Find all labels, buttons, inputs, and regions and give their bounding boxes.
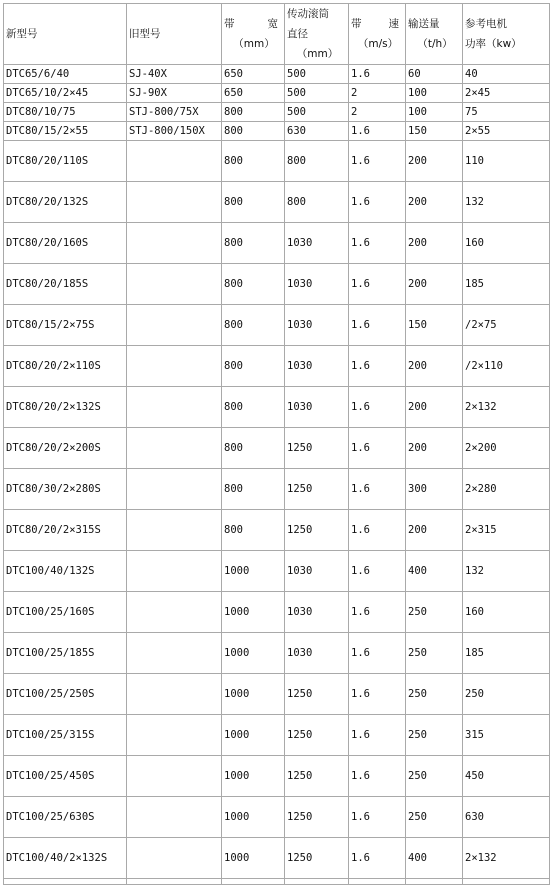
cell-belt-width: 800 [222,346,285,387]
cell-old-model [127,428,222,469]
table-row [4,346,550,387]
cell-drum-diameter: 1250 [285,674,349,715]
header-row [4,4,550,65]
cell-capacity: 150 [406,122,463,141]
cell-belt-width: 800 [222,103,285,122]
cell-old-model [127,715,222,756]
cell-capacity: 200 [406,428,463,469]
cell-belt-width: 1000 [222,797,285,838]
cell-old-model [127,305,222,346]
table-row [4,551,550,592]
cell-belt-speed: 1.6 [349,674,406,715]
cell-belt-width [222,879,285,885]
cell-capacity: 150 [406,305,463,346]
cell-old-model: STJ-800/75X [127,103,222,122]
cell-belt-width: 800 [222,469,285,510]
cell-new-model: DTC80/15/2×55 [4,122,127,141]
cell-drum-diameter: 1030 [285,551,349,592]
table-row [4,141,550,182]
table-row [4,103,550,122]
cell-belt-speed: 1.6 [349,264,406,305]
cell-old-model: SJ-40X [127,65,222,84]
cell-motor-power: 132 [463,182,550,223]
cell-new-model: DTC80/20/160S [4,223,127,264]
cell-motor-power: 160 [463,223,550,264]
cell-capacity: 250 [406,592,463,633]
cell-belt-width: 1000 [222,756,285,797]
cell-new-model: DTC100/25/315S [4,715,127,756]
cell-motor-power: 2×132 [463,387,550,428]
cell-capacity: 200 [406,264,463,305]
cell-new-model: DTC100/25/450S [4,756,127,797]
cell-belt-width: 800 [222,223,285,264]
cell-capacity: 60 [406,65,463,84]
cell-drum-diameter: 1250 [285,838,349,879]
cell-new-model [4,879,127,885]
cell-old-model [127,551,222,592]
cell-drum-diameter: 1250 [285,469,349,510]
cell-belt-width: 800 [222,428,285,469]
cell-motor-power: 450 [463,756,550,797]
cell-old-model [127,674,222,715]
cell-drum-diameter: 800 [285,182,349,223]
cell-belt-speed: 1.6 [349,223,406,264]
cell-drum-diameter: 1250 [285,715,349,756]
cell-belt-speed: 1.6 [349,592,406,633]
table-row [4,756,550,797]
cell-belt-speed: 2 [349,84,406,103]
cell-motor-power: 40 [463,65,550,84]
cell-capacity: 300 [406,469,463,510]
header-old-model: 旧型号 [127,4,222,65]
cell-drum-diameter: 1030 [285,346,349,387]
cell-drum-diameter: 1030 [285,387,349,428]
cell-motor-power: 110 [463,141,550,182]
cell-capacity: 200 [406,387,463,428]
table-row [4,797,550,838]
cell-belt-speed [349,879,406,885]
cell-new-model: DTC100/25/250S [4,674,127,715]
cell-belt-speed: 1.6 [349,551,406,592]
table-row [4,674,550,715]
cell-old-model [127,592,222,633]
header-capacity: 输送量 （t/h） [406,4,463,65]
cell-old-model [127,182,222,223]
cell-drum-diameter: 630 [285,122,349,141]
cell-belt-speed: 1.6 [349,65,406,84]
table-row [4,182,550,223]
table-row [4,65,550,84]
cell-belt-width: 650 [222,84,285,103]
cell-new-model: DTC80/10/75 [4,103,127,122]
cell-capacity: 200 [406,141,463,182]
table-row [4,428,550,469]
cell-new-model: DTC80/20/2×200S [4,428,127,469]
cell-drum-diameter [285,879,349,885]
cell-belt-width: 1000 [222,633,285,674]
cell-old-model [127,879,222,885]
cell-capacity: 400 [406,838,463,879]
cell-belt-speed: 1.6 [349,838,406,879]
cell-drum-diameter: 1030 [285,305,349,346]
cell-belt-width: 1000 [222,551,285,592]
cell-belt-width: 800 [222,141,285,182]
cell-capacity [406,879,463,885]
cell-capacity: 200 [406,510,463,551]
cell-old-model [127,264,222,305]
cell-capacity: 200 [406,182,463,223]
cell-new-model: DTC100/40/132S [4,551,127,592]
cell-belt-speed: 1.6 [349,510,406,551]
cell-new-model: DTC80/20/110S [4,141,127,182]
cell-motor-power: 2×45 [463,84,550,103]
cell-motor-power: 75 [463,103,550,122]
cell-belt-width: 800 [222,510,285,551]
table-row [4,122,550,141]
cell-belt-width: 800 [222,122,285,141]
cell-new-model: DTC100/25/160S [4,592,127,633]
table-row [4,633,550,674]
cell-new-model: DTC80/20/2×132S [4,387,127,428]
table-row [4,879,550,885]
cell-capacity: 200 [406,223,463,264]
cell-motor-power: 160 [463,592,550,633]
cell-belt-speed: 1.6 [349,756,406,797]
cell-drum-diameter: 1030 [285,592,349,633]
table-row [4,223,550,264]
cell-drum-diameter: 500 [285,84,349,103]
cell-motor-power [463,879,550,885]
cell-belt-speed: 1.6 [349,633,406,674]
cell-motor-power: 315 [463,715,550,756]
cell-capacity: 100 [406,103,463,122]
table-row [4,592,550,633]
cell-drum-diameter: 1030 [285,633,349,674]
cell-belt-speed: 1.6 [349,182,406,223]
cell-belt-width: 800 [222,264,285,305]
cell-drum-diameter: 1030 [285,264,349,305]
cell-new-model: DTC100/40/2×132S [4,838,127,879]
cell-belt-speed: 1.6 [349,122,406,141]
cell-motor-power: 185 [463,633,550,674]
cell-drum-diameter: 1250 [285,428,349,469]
cell-belt-width: 800 [222,182,285,223]
cell-belt-speed: 1.6 [349,305,406,346]
cell-old-model: STJ-800/150X [127,122,222,141]
header-motor-power: 参考电机 功率（kw） [463,4,550,65]
cell-new-model: DTC80/20/2×315S [4,510,127,551]
cell-belt-speed: 1.6 [349,797,406,838]
cell-old-model [127,838,222,879]
cell-motor-power: 2×280 [463,469,550,510]
cell-belt-width: 800 [222,387,285,428]
cell-belt-speed: 2 [349,103,406,122]
cell-motor-power: 630 [463,797,550,838]
header-new-model: 新型号 [4,4,127,65]
cell-belt-width: 1000 [222,592,285,633]
cell-new-model: DTC100/25/185S [4,633,127,674]
cell-drum-diameter: 1250 [285,510,349,551]
cell-drum-diameter: 1030 [285,223,349,264]
cell-motor-power: 185 [463,264,550,305]
cell-belt-speed: 1.6 [349,469,406,510]
cell-old-model [127,141,222,182]
table-row [4,838,550,879]
cell-belt-width: 650 [222,65,285,84]
cell-capacity: 250 [406,715,463,756]
cell-belt-speed: 1.6 [349,387,406,428]
cell-motor-power: /2×110 [463,346,550,387]
cell-motor-power: 132 [463,551,550,592]
cell-capacity: 250 [406,633,463,674]
cell-belt-speed: 1.6 [349,346,406,387]
cell-belt-width: 1000 [222,838,285,879]
table-row [4,84,550,103]
table-row [4,715,550,756]
cell-new-model: DTC80/15/2×75S [4,305,127,346]
cell-capacity: 200 [406,346,463,387]
cell-belt-speed: 1.6 [349,428,406,469]
cell-old-model [127,797,222,838]
table-row [4,264,550,305]
header-drum-diameter: 传动滚筒 直径 （mm） [285,4,349,65]
conveyor-spec-table [3,3,550,885]
cell-old-model [127,346,222,387]
cell-new-model: DTC80/30/2×280S [4,469,127,510]
cell-old-model [127,510,222,551]
cell-new-model: DTC100/25/630S [4,797,127,838]
cell-new-model: DTC80/20/132S [4,182,127,223]
cell-drum-diameter: 1250 [285,797,349,838]
cell-motor-power: 2×132 [463,838,550,879]
cell-capacity: 250 [406,756,463,797]
cell-old-model [127,756,222,797]
cell-motor-power: 2×55 [463,122,550,141]
cell-drum-diameter: 1250 [285,756,349,797]
cell-capacity: 400 [406,551,463,592]
table-row [4,387,550,428]
table-row [4,305,550,346]
header-belt-speed: 带 速 （m/s） [349,4,406,65]
header-belt-width: 带 宽 （mm） [222,4,285,65]
cell-old-model [127,469,222,510]
table-row [4,510,550,551]
cell-old-model [127,223,222,264]
cell-new-model: DTC65/10/2×45 [4,84,127,103]
cell-belt-width: 1000 [222,715,285,756]
cell-belt-speed: 1.6 [349,715,406,756]
spec-table-container [3,3,550,885]
cell-drum-diameter: 800 [285,141,349,182]
cell-motor-power: 2×315 [463,510,550,551]
cell-drum-diameter: 500 [285,65,349,84]
cell-new-model: DTC65/6/40 [4,65,127,84]
cell-capacity: 250 [406,797,463,838]
cell-motor-power: 250 [463,674,550,715]
cell-motor-power: 2×200 [463,428,550,469]
cell-capacity: 100 [406,84,463,103]
cell-new-model: DTC80/20/2×110S [4,346,127,387]
cell-new-model: DTC80/20/185S [4,264,127,305]
cell-old-model [127,387,222,428]
cell-motor-power: /2×75 [463,305,550,346]
table-row [4,469,550,510]
cell-drum-diameter: 500 [285,103,349,122]
cell-belt-width: 800 [222,305,285,346]
cell-capacity: 250 [406,674,463,715]
cell-old-model: SJ-90X [127,84,222,103]
cell-old-model [127,633,222,674]
cell-belt-width: 1000 [222,674,285,715]
cell-belt-speed: 1.6 [349,141,406,182]
